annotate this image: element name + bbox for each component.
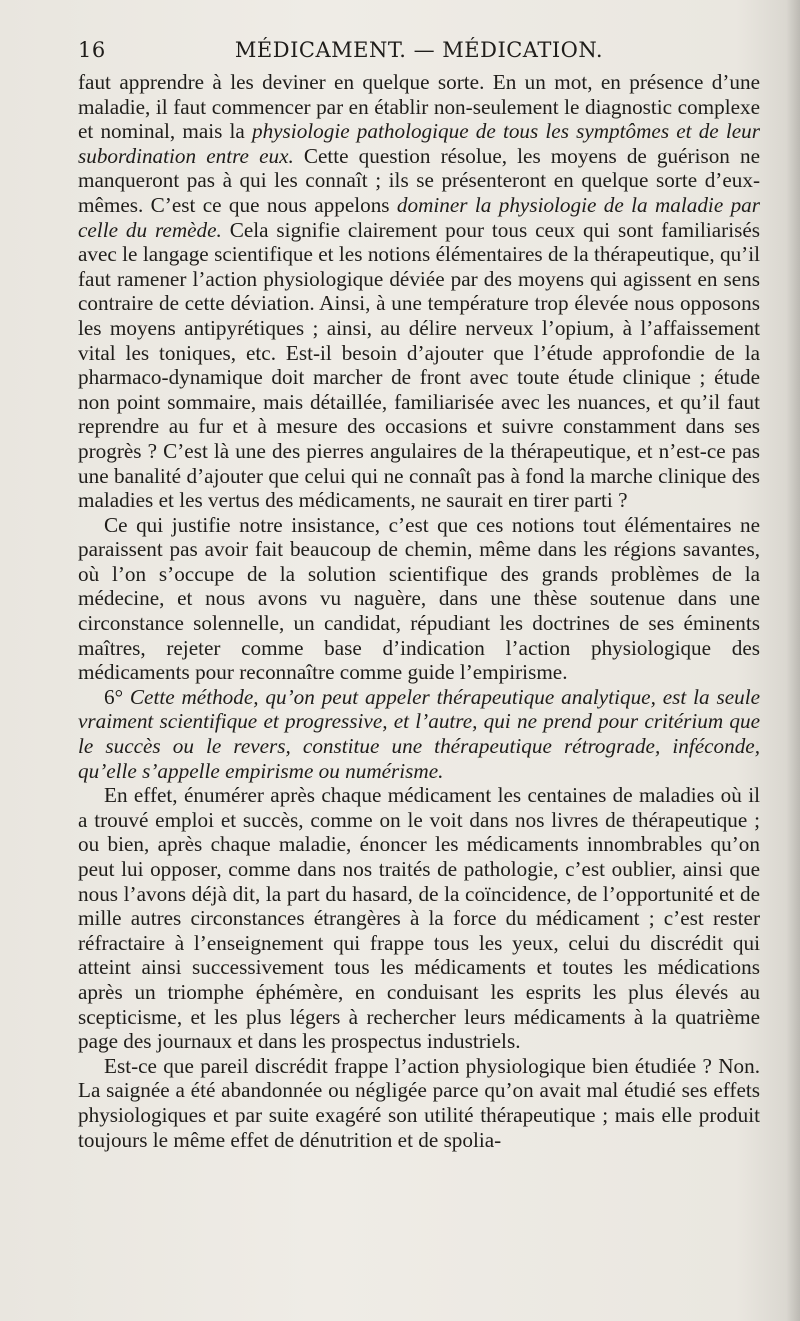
paragraph: [78, 513, 760, 685]
page-number: 16: [78, 38, 106, 62]
text-segment: Est-ce que pareil discrédit frappe l’action physiologique bien étudiée ? Non. La saignée a été abandonnée ou négligée parce qu’on avait mal étudié ses effets physiologiques et par suite exagéré son utilité thérapeutique ; mais elle produit toujours le même effet de dénutrition et de spolia-: [78, 1053, 760, 1152]
italic-segment: dominer la physiologie de la maladie par celle du remède.: [78, 192, 761, 242]
italic-segment: physiologie pathologique de tous les symptômes et de leur subordination entre eux.: [78, 119, 760, 168]
paragraph: [78, 70, 760, 513]
text-segment: En effet, énumérer après chaque médicament les centaines de maladies où il a trouvé emploi et succès, comme on le voit dans nos livres de thérapeutique ; ou bien, après chaque maladie, énoncer les médicaments innombrables qu’on peut lui opposer, comme dans nos traités de pathologie, c’est oublier, ainsi que nous l’avons déjà dit, la part du hasard, de la coïncidence, de l’opportunité et de mille autres circonstances étrangères à la force du médicament ; c’est rester réfractaire à l’enseignement qui frappe tous les yeux, celui du discrédit qui atteint ainsi successivement tous les médicaments et toutes les médications après un triomphe éphémère, en conduisant les esprits les plus élevés au scepticisme, et les plus légers à rechercher leurs médicaments à la quatrième page des journaux et dans les prospectus industriels.: [78, 783, 760, 1054]
text-segment: faut apprendre à les deviner en quelque sorte. En un mot, en présence d’une maladie, il faut commencer par en établir non-seulement le diagnostic complexe et nominal, mais la: [78, 70, 760, 144]
text-segment: Cette question résolue, les moyens de guérison ne manqueront pas à qui les connaît ; ils se présenteront en quelque sorte d’eux-mêmes. C’est ce que nous appelons: [78, 143, 760, 217]
body-text: [78, 70, 760, 1152]
text-segment: 6°: [104, 684, 130, 709]
paragraph: [78, 1054, 760, 1152]
paragraph: [78, 685, 760, 783]
page-header: [78, 38, 760, 68]
page-edge-shadow: [786, 0, 800, 1321]
running-title: MÉDICAMENT. — MÉDICATION.: [234, 38, 604, 62]
italic-segment: Cette méthode, qu’on peut appeler thérapeutique analytique, est la seule vraiment scientifique et progressive, et l’autre, qui ne prend pour critérium que le succès ou le revers, constitue une thérapeutique rétrograde, inféconde, qu’elle s’appelle empirisme ou numérisme.: [78, 684, 760, 783]
text-segment: Cela signifie clairement pour tous ceux qui sont familiarisés avec le langage scientifique et les notions élémentaires de la thérapeutique, qu’il faut ramener l’action physiologique déviée par des moyens qui agissent en sens contraire de cette déviation. Ainsi, à une température trop élevée nous opposons les moyens antipyrétiques ; ainsi, au délire nerveux l’opium, à l’affaissement vital les toniques, etc. Est-il besoin d’ajouter que l’étude approfondie de la pharmaco-dynamique doit marcher de front avec toute étude clinique ; étude non point sommaire, mais détaillée, familiarisée avec les nuances, et qu’il faut reprendre au fur et à mesure des occasions et suivre constamment dans ses progrès ? C’est là une des pierres angulaires de la thérapeutique, et n’est-ce pas une banalité d’ajouter que celui qui ne connaît pas à fond la marche clinique des maladies et les vertus des médicaments, ne saurait en tirer parti ?: [78, 217, 761, 513]
text-segment: Ce qui justifie notre insistance, c’est que ces notions tout élémentaires ne paraissent pas avoir fait beaucoup de chemin, même dans les régions savantes, où l’on s’occupe de la solution scientifique des grands problèmes de la médecine, et nous avons vu naguère, dans une thèse soutenue dans une circonstance solennelle, un candidat, répudiant les doctrines de ses éminents maîtres, rejeter comme base d’indication l’action physiologique des médicaments pour reconnaître comme guide l’empirisme.: [78, 512, 760, 685]
paragraph: [78, 783, 760, 1054]
